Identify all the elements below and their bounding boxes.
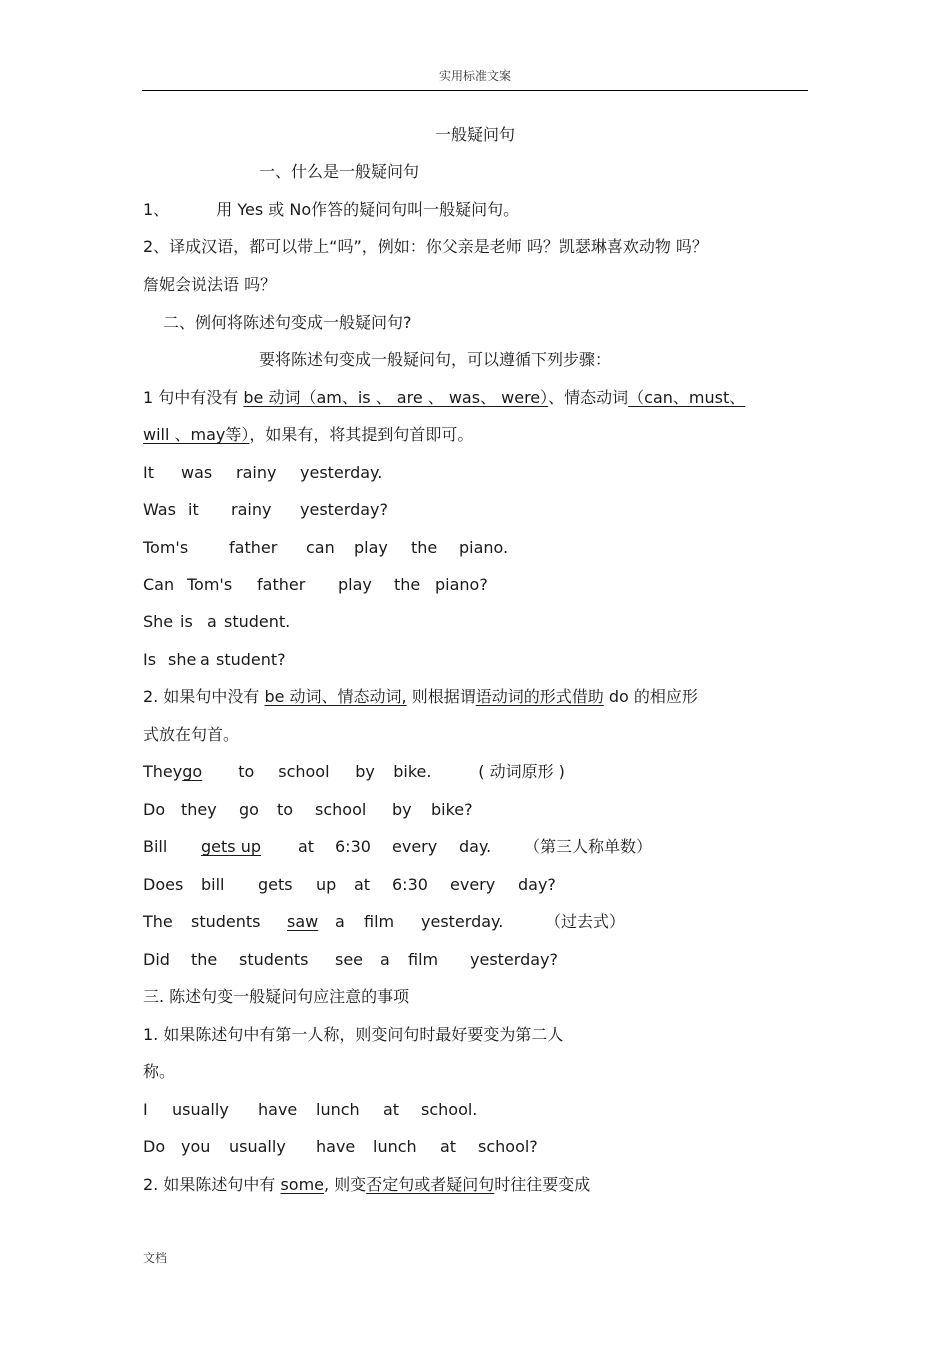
word: Do [143, 1137, 166, 1156]
section-1-heading: 一、什么是一般疑问句 [259, 162, 420, 181]
rule-1-mid: 、情态动词 [548, 388, 629, 407]
word: to [277, 800, 294, 819]
page-footer: 文档 [143, 1251, 168, 1265]
word: was [181, 463, 213, 482]
rule-2-mid: 则根据谓 [406, 687, 476, 706]
word: have [258, 1100, 298, 1119]
word: a [335, 912, 345, 931]
word: it [188, 500, 199, 519]
word: gets [258, 875, 293, 894]
word: see [335, 950, 364, 969]
word: day. [459, 837, 492, 856]
word: bike. [393, 762, 432, 781]
grammar-note: ( 动词原形 ) [478, 762, 565, 781]
rule-1-modals-cont: will 、may等） [143, 425, 250, 444]
s2-rule-1-line-1 [143, 388, 745, 408]
s3-p2-some: some [280, 1175, 325, 1194]
word: they [181, 800, 217, 819]
word: piano. [459, 538, 509, 557]
word: school. [421, 1100, 478, 1119]
page-header: 实用标准文案 [438, 69, 511, 83]
word: Tom's [143, 538, 189, 557]
word: rainy [231, 500, 272, 519]
word: play [354, 538, 388, 557]
s3-p2-negative-question: 否定句或者疑问句 [366, 1175, 495, 1194]
word: usually [229, 1137, 286, 1156]
grammar-note: （过去式） [545, 912, 626, 931]
word: They [143, 762, 183, 781]
rule-2-no-be-modal: be 动词、情态动词, [264, 687, 407, 706]
word: lunch [373, 1137, 417, 1156]
example-sentence [143, 875, 556, 895]
word: usually [172, 1100, 229, 1119]
word: school [278, 762, 330, 781]
word: 6:30 [335, 837, 371, 856]
example-sentence [143, 538, 508, 558]
word: at [383, 1100, 400, 1119]
word: is [180, 612, 193, 631]
word: lunch [316, 1100, 360, 1119]
word: Does [143, 875, 184, 894]
word: yesterday? [300, 500, 388, 519]
underlined-word: saw [287, 912, 319, 931]
s2-rule-1-line-2 [143, 425, 473, 445]
example-sentence [143, 912, 625, 932]
rule-2-prefix: 2. 如果句中没有 [143, 687, 265, 706]
underlined-word: go [182, 762, 203, 781]
s2-rule-2-line-2: 式放在句首。 [143, 725, 240, 744]
word: students [239, 950, 309, 969]
word: a [207, 612, 217, 631]
example-sentence [143, 837, 652, 857]
s1-p1-number: 1、 [143, 200, 170, 219]
example-sentence [143, 463, 382, 483]
word: at [298, 837, 315, 856]
word: students [191, 912, 261, 931]
word: play [338, 575, 372, 594]
word: at [354, 875, 371, 894]
s3-point-1-line-2: 称。 [143, 1062, 176, 1081]
word: at [440, 1137, 457, 1156]
word: the [411, 538, 438, 557]
word: bike? [431, 800, 473, 819]
word: father [257, 575, 306, 594]
s2-intro: 要将陈述句变成一般疑问句，可以遵循下列步骤： [259, 350, 612, 369]
word: by [355, 762, 375, 781]
word: the [191, 950, 218, 969]
s2-rule-2-line-1 [143, 687, 698, 707]
s3-point-2 [143, 1175, 590, 1195]
word: Do [143, 800, 166, 819]
example-sentence [143, 950, 558, 970]
word: student? [216, 650, 286, 669]
word: to [238, 762, 255, 781]
s3-p2-prefix: 2. 如果陈述句中有 [143, 1175, 281, 1194]
example-sentence [143, 650, 286, 670]
word: Is [143, 650, 157, 669]
word: every [392, 837, 438, 856]
rule-1-be-verbs: be 动词（am、is 、 are 、 was、 were） [243, 388, 549, 407]
s3-p2-suffix: 时往往要变成 [494, 1175, 591, 1194]
s3-point-1-line-1: 1. 如果陈述句中有第一人称，则变问句时最好要变为第二人 [143, 1025, 564, 1044]
word: I [143, 1100, 148, 1119]
word: student. [224, 612, 291, 631]
word: by [392, 800, 412, 819]
word: can [306, 538, 335, 557]
word: 6:30 [392, 875, 428, 894]
section-3-heading: 三. 陈述句变一般疑问句应注意的事项 [143, 987, 410, 1006]
document-title: 一般疑问句 [434, 125, 515, 144]
word: father [229, 538, 278, 557]
header-divider [142, 90, 808, 91]
word: yesterday. [300, 463, 383, 482]
s3-p2-mid: , 则变 [324, 1175, 367, 1194]
grammar-note: （第三人称单数） [524, 837, 653, 856]
example-sentence [143, 1100, 477, 1120]
word: go [239, 800, 259, 819]
rule-1-suffix: ，如果有，将其提到句首即可。 [249, 425, 474, 444]
word: It [143, 463, 154, 482]
rule-2-verb-form: 语动词的形式借助 [475, 687, 604, 706]
example-sentence [143, 800, 473, 820]
word: a [200, 650, 210, 669]
word: every [450, 875, 496, 894]
word: Tom's [187, 575, 233, 594]
rule-2-suffix: do 的相应形 [603, 687, 698, 706]
word: up [316, 875, 337, 894]
underlined-phrase: gets up [201, 837, 261, 856]
word: day? [518, 875, 556, 894]
word: yesterday? [470, 950, 558, 969]
word: she [168, 650, 197, 669]
s1-paragraph-2-line-2: 詹妮会说法语 吗？ [143, 275, 277, 294]
word: Can [143, 575, 175, 594]
word: school [315, 800, 367, 819]
s1-p1-text: 用 Yes 或 No作答的疑问句叫一般疑问句。 [216, 200, 520, 219]
rule-1-modals: （can、must、 [628, 388, 746, 407]
word: have [316, 1137, 356, 1156]
example-sentence [143, 575, 488, 595]
word: film [364, 912, 395, 931]
word: Was [143, 500, 176, 519]
word: school? [478, 1137, 538, 1156]
word: film [408, 950, 439, 969]
word: Did [143, 950, 170, 969]
word: bill [201, 875, 225, 894]
example-sentence [143, 762, 565, 782]
s1-paragraph-1 [143, 200, 519, 220]
rule-1-prefix: 1 句中有没有 [143, 388, 244, 407]
word: Bill [143, 837, 168, 856]
word: you [181, 1137, 211, 1156]
s1-paragraph-2-line-1: 2、译成汉语，都可以带上“吗”，例如：你父亲是老师 吗？凯瑟琳喜欢动物 吗？ [143, 237, 708, 256]
word: She [143, 612, 174, 631]
word: a [380, 950, 390, 969]
word: The [143, 912, 173, 931]
example-sentence [143, 612, 290, 632]
example-sentence [143, 1137, 538, 1157]
word: piano? [435, 575, 488, 594]
word: the [394, 575, 421, 594]
word: yesterday. [421, 912, 504, 931]
example-sentence [143, 500, 388, 520]
section-2-heading: 二、例何将陈述句变成一般疑问句? [163, 313, 412, 332]
word: rainy [236, 463, 277, 482]
